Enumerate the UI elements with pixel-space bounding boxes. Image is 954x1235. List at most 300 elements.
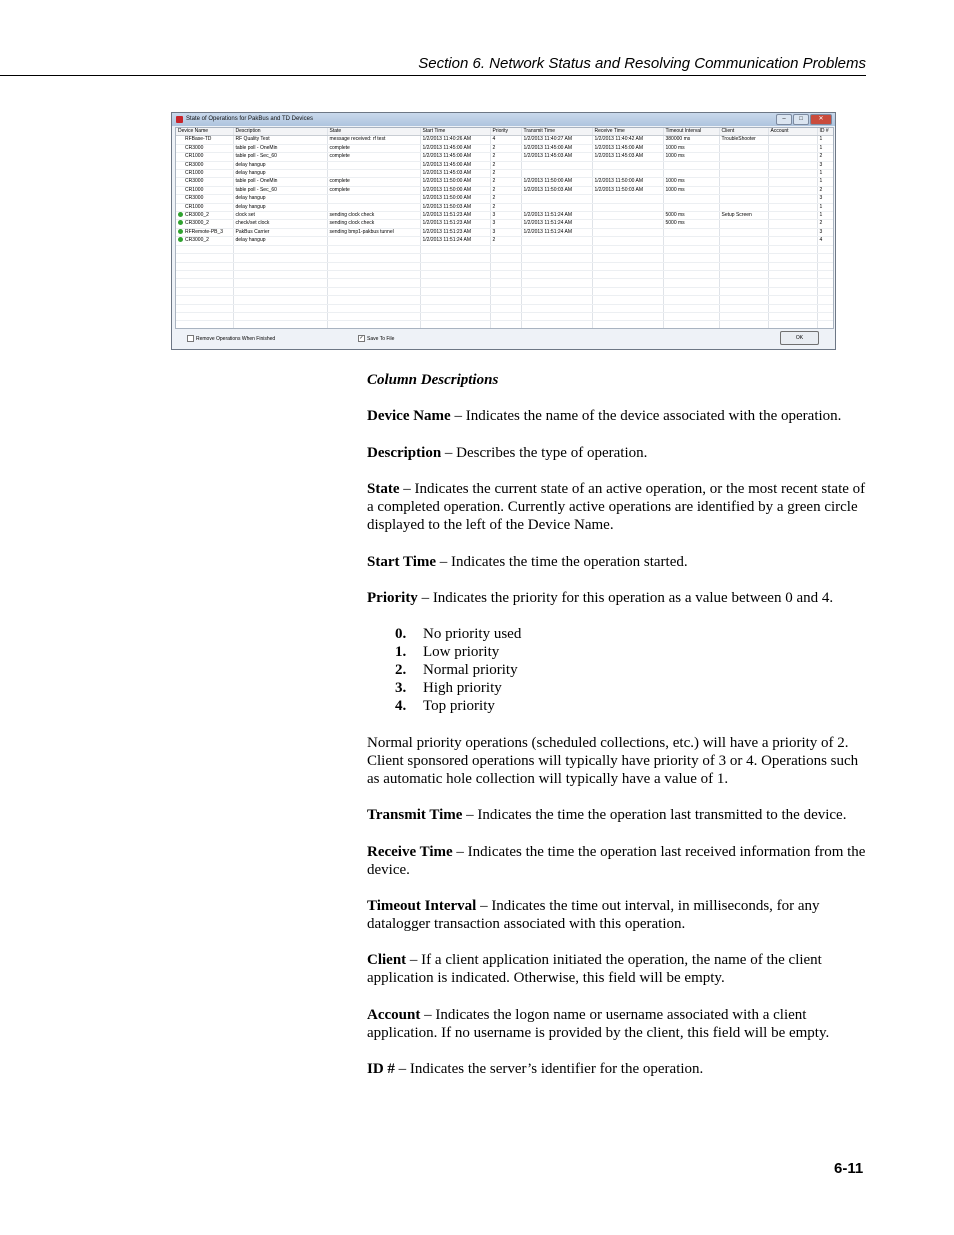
table-cell	[817, 237, 833, 245]
table-cell	[176, 195, 233, 203]
empty-cell	[490, 312, 521, 320]
table-cell	[663, 186, 719, 194]
definition: – Indicates the name of the device associated with the operation.	[450, 408, 842, 425]
table-cell	[592, 212, 663, 220]
term: Start Time	[367, 553, 437, 570]
cell-text: 1/2/2013 11:51:23 AM	[422, 212, 472, 219]
table-cell	[490, 144, 521, 152]
table-cell	[663, 195, 719, 203]
table-cell	[663, 228, 719, 236]
table-cell	[521, 220, 592, 228]
empty-row	[176, 304, 833, 312]
table-cell	[592, 186, 663, 194]
window-footer	[172, 327, 835, 349]
cell-text: table poll - Sec_60	[235, 153, 277, 160]
cell-text: CR1000	[185, 170, 204, 177]
table-cell	[817, 186, 833, 194]
table-cell	[233, 161, 327, 169]
empty-cell	[817, 296, 833, 304]
definition: – Indicates the priority for this operation as a value between 0 and 4.	[417, 589, 834, 606]
table-cell	[233, 237, 327, 245]
empty-cell	[592, 270, 663, 278]
priority-item	[395, 643, 867, 661]
definition: – Indicates the time the operation started.	[436, 553, 688, 570]
table-cell	[817, 228, 833, 236]
table-cell	[327, 153, 420, 161]
table-cell	[719, 220, 768, 228]
cell-text: 1/2/2013 11:45:00 AM	[523, 144, 573, 151]
cell-text: CR3000	[185, 178, 204, 185]
cell-text: TroubleShooter	[721, 136, 756, 143]
table-cell	[719, 203, 768, 211]
empty-cell	[768, 287, 817, 295]
cell-text: CR3000	[185, 195, 204, 202]
table-cell	[176, 136, 233, 144]
cell-text: 1/2/2013 11:51:23 AM	[422, 220, 472, 227]
table-cell	[719, 144, 768, 152]
active-status-icon	[178, 212, 183, 217]
table-cell	[521, 228, 592, 236]
cell-text: 3	[492, 220, 496, 227]
empty-row	[176, 270, 833, 278]
definition: – Indicates the current state of an active operation, or the most recent state of a completed operation. Currently active operations are identified by a green circle displayed to the left of the Device Name.	[367, 481, 866, 534]
empty-cell	[420, 254, 490, 262]
cell-text: 1/2/2013 11:45:00 AM	[422, 161, 472, 168]
empty-cell	[817, 279, 833, 287]
cell-text: 1/2/2013 11:51:23 AM	[422, 228, 472, 235]
table-cell	[233, 178, 327, 186]
empty-cell	[817, 245, 833, 253]
empty-cell	[176, 245, 233, 253]
cell-text: 380000 ms	[665, 136, 691, 143]
cell-text: delay hangup	[235, 203, 266, 210]
cell-text: delay hangup	[235, 170, 266, 177]
table-row[interactable]	[176, 186, 833, 194]
empty-row	[176, 279, 833, 287]
cell-text: sending clock check	[329, 220, 375, 227]
table-row[interactable]	[176, 178, 833, 186]
empty-cell	[521, 270, 592, 278]
table-cell	[327, 186, 420, 194]
table-cell	[768, 153, 817, 161]
priority-label: No priority used	[423, 626, 522, 643]
save-to-file-box[interactable]: ✓	[359, 335, 364, 341]
description-entry	[367, 480, 867, 534]
active-status-icon	[178, 220, 183, 225]
table-cell	[663, 203, 719, 211]
cell-text: message received: rf test	[329, 136, 386, 143]
cell-text: table poll - OneMin	[235, 178, 278, 185]
table-cell	[817, 220, 833, 228]
empty-cell	[233, 304, 327, 312]
table-cell	[719, 136, 768, 144]
empty-cell	[176, 262, 233, 270]
table-cell	[768, 220, 817, 228]
empty-cell	[768, 270, 817, 278]
cell-text: 1/2/2013 11:40:26 AM	[422, 136, 472, 143]
table-cell	[233, 186, 327, 194]
priority-item	[395, 679, 867, 697]
table-cell	[817, 212, 833, 220]
cell-text: 1/2/2013 11:51:24 AM	[422, 237, 472, 244]
cell-text: 1000 ms	[665, 153, 685, 160]
column-descriptions	[367, 371, 867, 1096]
table-cell	[719, 228, 768, 236]
table-row[interactable]	[176, 153, 833, 161]
priority-number: 3.	[395, 680, 407, 697]
table-cell	[592, 220, 663, 228]
empty-cell	[768, 312, 817, 320]
table-cell	[521, 203, 592, 211]
empty-cell	[327, 254, 420, 262]
table-cell	[768, 212, 817, 220]
cell-text: delay hangup	[235, 161, 266, 168]
table-cell	[719, 186, 768, 194]
cell-text: CR1000	[185, 203, 204, 210]
cell-text: 2	[819, 220, 823, 227]
window-titlebar[interactable]	[172, 113, 835, 126]
column-header[interactable]: Client	[719, 128, 768, 136]
cell-text: 3	[492, 228, 496, 235]
ok-button[interactable]: OK	[780, 331, 819, 345]
empty-cell	[176, 304, 233, 312]
cell-text: 3	[819, 228, 823, 235]
operations-window	[171, 112, 836, 350]
empty-cell	[521, 312, 592, 320]
cell-text: 1	[819, 203, 823, 210]
priority-label: High priority	[423, 680, 502, 697]
table-cell	[663, 178, 719, 186]
table-cell	[327, 161, 420, 169]
table-cell	[420, 178, 490, 186]
table-cell	[719, 237, 768, 245]
empty-row	[176, 287, 833, 295]
cell-text: 5000 ms	[665, 220, 685, 227]
empty-cell	[719, 245, 768, 253]
description-entry	[367, 1006, 867, 1042]
empty-row	[176, 245, 833, 253]
empty-cell	[233, 287, 327, 295]
table-cell	[490, 237, 521, 245]
empty-cell	[233, 296, 327, 304]
empty-cell	[233, 312, 327, 320]
table-cell	[768, 144, 817, 152]
empty-cell	[233, 270, 327, 278]
empty-cell	[719, 270, 768, 278]
empty-cell	[233, 254, 327, 262]
empty-cell	[817, 254, 833, 262]
table-cell	[817, 144, 833, 152]
table-cell	[420, 228, 490, 236]
cell-text: 2	[819, 153, 823, 160]
table-cell	[663, 170, 719, 178]
remove-operations-box[interactable]	[187, 335, 194, 342]
cell-text: RFRemote-PB_3	[185, 228, 224, 235]
table-cell	[592, 136, 663, 144]
table-cell	[817, 203, 833, 211]
table-row[interactable]	[176, 228, 833, 236]
empty-cell	[420, 245, 490, 253]
app-icon	[176, 116, 183, 123]
cell-text: 1/2/2013 11:50:03 AM	[594, 186, 644, 193]
table-cell	[817, 153, 833, 161]
empty-cell	[663, 296, 719, 304]
cell-text: 1/2/2013 11:50:03 AM	[523, 186, 573, 193]
priority-number: 4.	[395, 698, 407, 715]
cell-text: 2	[492, 203, 496, 210]
cell-text: 1	[819, 144, 823, 151]
table-cell	[768, 186, 817, 194]
table-cell	[327, 228, 420, 236]
table-cell	[719, 161, 768, 169]
description-entry	[367, 589, 867, 607]
cell-text: PakBus Carrier	[235, 228, 270, 235]
table-cell	[176, 178, 233, 186]
cell-text: 2	[492, 186, 496, 193]
cell-text: complete	[329, 144, 350, 151]
description-entry	[367, 1060, 867, 1078]
table-cell	[592, 203, 663, 211]
table-cell	[817, 161, 833, 169]
priority-label: Normal priority	[423, 662, 518, 679]
table-row[interactable]	[176, 161, 833, 169]
table-cell	[663, 237, 719, 245]
table-cell	[490, 195, 521, 203]
description-entry	[367, 407, 867, 425]
priority-number: 2.	[395, 662, 407, 679]
maximize-icon[interactable]: □	[793, 114, 809, 125]
cell-text: 2	[819, 186, 823, 193]
empty-cell	[490, 262, 521, 270]
minimize-icon[interactable]: –	[776, 114, 792, 125]
empty-cell	[176, 279, 233, 287]
table-row[interactable]	[176, 144, 833, 152]
table-cell	[768, 203, 817, 211]
empty-cell	[327, 279, 420, 287]
cell-text: CR1000	[185, 186, 204, 193]
cell-text: 1/2/2013 11:40:42 AM	[594, 136, 644, 143]
table-cell	[592, 161, 663, 169]
priority-number: 1.	[395, 644, 407, 661]
empty-cell	[592, 245, 663, 253]
cell-text: 2	[492, 170, 496, 177]
table-cell	[521, 136, 592, 144]
cell-text: RF Quality Test	[235, 136, 270, 143]
table-header-row	[176, 128, 833, 136]
remove-operations-label: Remove Operations When Finished	[196, 335, 276, 342]
empty-cell	[719, 279, 768, 287]
empty-cell	[663, 262, 719, 270]
window-title: State of Operations for PakBus and TD Devices	[186, 116, 313, 122]
table-cell	[327, 237, 420, 245]
cell-text: 1000 ms	[665, 186, 685, 193]
table-cell	[663, 136, 719, 144]
priority-number: 0.	[395, 626, 407, 643]
cell-text: delay hangup	[235, 195, 266, 202]
empty-cell	[490, 296, 521, 304]
empty-cell	[176, 254, 233, 262]
empty-cell	[663, 245, 719, 253]
table-cell	[521, 153, 592, 161]
priority-item	[395, 661, 867, 679]
table-cell	[490, 170, 521, 178]
cell-text: 1000 ms	[665, 178, 685, 185]
table-cell	[327, 136, 420, 144]
table-cell	[719, 153, 768, 161]
running-header	[0, 55, 866, 76]
cell-text: 1/2/2013 11:50:03 AM	[422, 203, 472, 210]
table-cell	[327, 195, 420, 203]
empty-cell	[521, 245, 592, 253]
table-cell	[420, 170, 490, 178]
term: Transmit Time	[367, 807, 463, 824]
cell-text: 2	[492, 161, 496, 168]
empty-cell	[327, 262, 420, 270]
active-status-icon	[178, 237, 183, 242]
table-cell	[327, 144, 420, 152]
cell-text: 2	[492, 237, 496, 244]
empty-cell	[592, 287, 663, 295]
definition: – Indicates the time the operation last transmitted to the device.	[462, 807, 847, 824]
cell-text: 5000 ms	[665, 212, 685, 219]
empty-cell	[768, 262, 817, 270]
table-cell	[663, 220, 719, 228]
column-header[interactable]: State	[327, 128, 420, 136]
table-row[interactable]	[176, 136, 833, 144]
table-row[interactable]	[176, 220, 833, 228]
table-cell	[768, 170, 817, 178]
cell-text: check/set clock	[235, 220, 270, 227]
term: State	[367, 481, 400, 498]
empty-cell	[719, 312, 768, 320]
description-list	[367, 407, 867, 607]
empty-cell	[592, 254, 663, 262]
table-cell	[490, 228, 521, 236]
column-header[interactable]: Description	[233, 128, 327, 136]
close-icon[interactable]: ✕	[810, 114, 832, 125]
column-header[interactable]: Account	[768, 128, 817, 136]
empty-cell	[663, 287, 719, 295]
remove-operations-checkbox[interactable]	[187, 335, 275, 342]
save-to-file-checkbox[interactable]	[358, 335, 394, 342]
empty-cell	[420, 312, 490, 320]
description-list-2	[367, 806, 867, 1078]
empty-cell	[817, 270, 833, 278]
table-cell	[817, 170, 833, 178]
table-cell	[420, 186, 490, 194]
cell-text: 1/2/2013 11:40:27 AM	[523, 136, 573, 143]
empty-cell	[663, 304, 719, 312]
column-header[interactable]: Device Name	[176, 128, 233, 136]
priority-label: Low priority	[423, 644, 500, 661]
empty-cell	[817, 304, 833, 312]
term: Account	[367, 1006, 421, 1023]
empty-row	[176, 254, 833, 262]
table-row[interactable]	[176, 237, 833, 245]
column-header[interactable]: Transmit Time	[521, 128, 592, 136]
window-controls	[776, 114, 832, 125]
table-cell	[233, 170, 327, 178]
column-header[interactable]: Start Time	[420, 128, 490, 136]
table-cell	[176, 212, 233, 220]
cell-text: clock set	[235, 212, 255, 219]
table-cell	[327, 220, 420, 228]
cell-text: CR3000	[185, 144, 204, 151]
table-row[interactable]	[176, 195, 833, 203]
description-entry	[367, 553, 867, 571]
term: Timeout Interval	[367, 897, 477, 914]
cell-text: 1/2/2013 11:45:00 AM	[422, 144, 472, 151]
cell-text: Setup Screen	[721, 212, 752, 219]
table-cell	[768, 195, 817, 203]
table-cell	[521, 178, 592, 186]
cell-text: 1/2/2013 11:51:24 AM	[523, 212, 573, 219]
empty-cell	[327, 270, 420, 278]
empty-cell	[490, 304, 521, 312]
cell-text: delay hangup	[235, 237, 266, 244]
empty-cell	[327, 312, 420, 320]
table-cell	[521, 170, 592, 178]
table-cell	[592, 195, 663, 203]
term: Description	[367, 444, 442, 461]
empty-cell	[663, 270, 719, 278]
table-row[interactable]	[176, 212, 833, 220]
empty-cell	[521, 262, 592, 270]
description-entry	[367, 806, 867, 824]
definition: – Indicates the logon name or username associated with a client application. If no username is provided by the client, this field will be empty.	[367, 1006, 830, 1041]
empty-cell	[420, 262, 490, 270]
description-entry	[367, 843, 867, 879]
empty-cell	[592, 304, 663, 312]
table-cell	[490, 178, 521, 186]
table-cell	[233, 203, 327, 211]
table-cell	[592, 153, 663, 161]
cell-text: 2	[492, 195, 496, 202]
definition: – If a client application initiated the operation, the name of the client application is indicated. Otherwise, this field will be empty.	[367, 952, 822, 987]
cell-text: 1/2/2013 11:51:24 AM	[523, 228, 573, 235]
empty-cell	[327, 287, 420, 295]
cell-text: sending clock check	[329, 212, 375, 219]
table-cell	[768, 237, 817, 245]
table-cell	[490, 161, 521, 169]
empty-cell	[521, 296, 592, 304]
table-row[interactable]	[176, 203, 833, 211]
empty-cell	[490, 270, 521, 278]
table-cell	[176, 228, 233, 236]
cell-text: 3	[819, 161, 823, 168]
table-cell	[490, 136, 521, 144]
table-cell	[176, 220, 233, 228]
column-header[interactable]: ID #	[817, 128, 833, 136]
empty-row	[176, 296, 833, 304]
table-cell	[663, 212, 719, 220]
table-row[interactable]	[176, 170, 833, 178]
column-header[interactable]: Receive Time	[592, 128, 663, 136]
cell-text: 1/2/2013 11:45:00 AM	[594, 144, 644, 151]
cell-text: CR3000_2	[185, 212, 209, 219]
operations-grid[interactable]	[175, 127, 834, 329]
table-cell	[768, 136, 817, 144]
table-cell	[663, 153, 719, 161]
empty-cell	[817, 312, 833, 320]
cell-text: complete	[329, 178, 350, 185]
column-header[interactable]: Timeout Interval	[663, 128, 719, 136]
empty-cell	[490, 254, 521, 262]
empty-cell	[768, 254, 817, 262]
column-header[interactable]: Priority	[490, 128, 521, 136]
table-cell	[233, 195, 327, 203]
cell-text: 1/2/2013 11:45:00 AM	[422, 153, 472, 160]
